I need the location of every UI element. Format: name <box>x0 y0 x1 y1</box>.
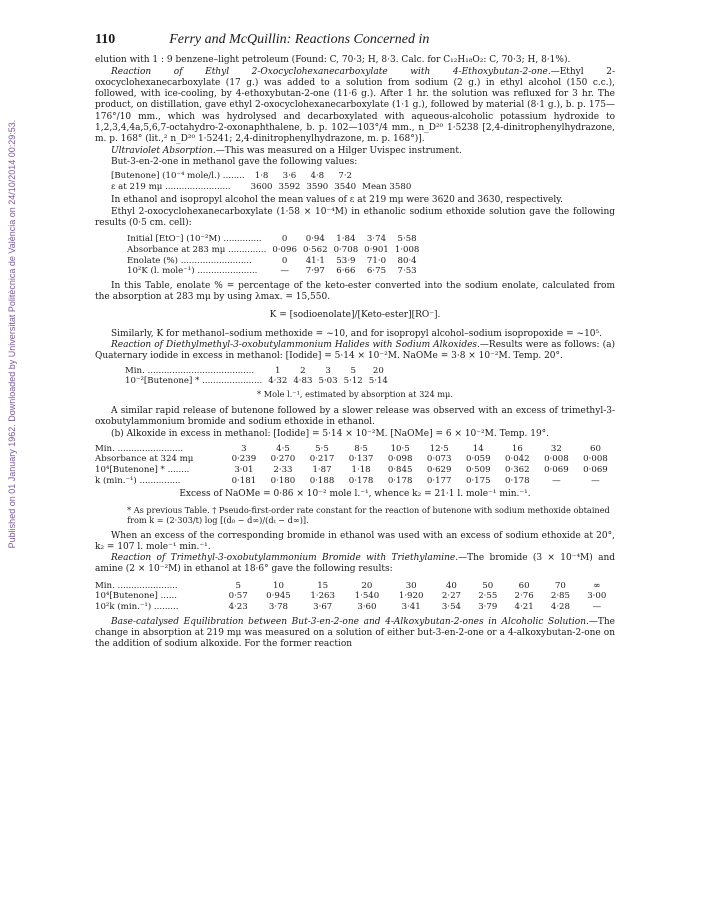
table-cell: 10 <box>272 580 284 591</box>
table-cell: 7·97 <box>305 266 325 277</box>
paragraph-enolate-def: In this Table, enolate % = percentage of the keto-ester converted into the sodium enolate, calculated from the absorption at 283 mμ by using λmax. = 15,550. <box>95 280 615 303</box>
table-row <box>95 591 615 602</box>
table-cell: 0·562 <box>302 244 328 255</box>
table-cell: 3·00 <box>587 591 607 602</box>
table-cell: 0·180 <box>270 475 296 486</box>
table-cell: 7·53 <box>397 266 417 277</box>
row-label: 10⁴[Butenone] * ........ <box>95 465 190 476</box>
table-cell: 3590 <box>306 181 329 192</box>
table-cell: 3600 <box>250 181 273 192</box>
paragraph-equilibration <box>95 617 615 651</box>
table-cell: 8·5 <box>354 443 368 454</box>
table-row <box>95 444 615 455</box>
section-title: Reaction of Ethyl 2-Oxocyclohexanecarboxylate with 4-Ethoxybutan-2-one. <box>111 66 551 77</box>
table-cell: 1·540 <box>354 591 380 602</box>
table-cell: 0·901 <box>364 244 389 255</box>
table-cell: 6·66 <box>336 266 356 277</box>
table-cell: 3·79 <box>478 601 498 612</box>
table-cell: 0·178 <box>348 475 374 486</box>
table-cell: 0·098 <box>387 454 413 465</box>
row-label: Min. ........................ <box>95 443 184 454</box>
table-cell: 0·069 <box>583 465 608 476</box>
paragraph-uv <box>95 146 615 157</box>
table-cell: 41·1 <box>305 255 325 266</box>
table-cell: 0·362 <box>505 465 530 476</box>
paragraph-reaction-ethyl <box>95 67 615 146</box>
section-body: —The change in absorption at 219 mμ was measured on a solution of either but-3-en-2-one or a 4-alkoxybutan-2-one on the addition of sodium alkoxide. For the former reaction <box>95 616 615 650</box>
table-cell: 30 <box>405 580 417 591</box>
table-cell: 3·54 <box>441 601 462 612</box>
table-cell: 0 <box>281 234 288 245</box>
table-row <box>95 476 615 487</box>
footnote-mole: * Mole l.⁻¹, estimated by absorption at 324 mμ. <box>257 388 453 399</box>
row-label: 10⁻²[Butenone] * ...................... <box>125 376 263 387</box>
table-cell: 20 <box>361 580 373 591</box>
table-cell: ∞ <box>593 580 601 591</box>
running-title: Ferry and McQuillin: Reactions Concerned in <box>169 32 430 47</box>
table-cell: 40 <box>445 580 457 591</box>
table-cell: 3540 <box>334 181 357 192</box>
table-cell: 3·41 <box>401 601 421 612</box>
table-cell: 0·845 <box>387 465 413 476</box>
row-label: 10²K (l. mole⁻¹) ...................... <box>127 266 258 277</box>
table-cell: 2·85 <box>550 591 570 602</box>
table-cell: 60 <box>589 443 601 454</box>
paragraph-elution: elution with 1 : 9 benzene–light petroleum (Found: C, 70·3; H, 8·3. Calc. for C₁₂H₁₈O₂: C, 70·3; H, 8·1%). <box>95 55 571 66</box>
table-enolate <box>127 234 422 276</box>
table-row <box>127 266 422 277</box>
table-cell: 71·0 <box>366 255 387 266</box>
equation-k: K = [sodioenolate]/[Keto-ester][RO⁻]. <box>269 310 441 321</box>
download-notice-text: Published on 01 January 1962. Downloaded by Universitat Politècnica de València on 24/10/2014 00:29:53. <box>7 119 17 549</box>
table-cell: 0·069 <box>544 465 569 476</box>
section-title: Reaction of Trimethyl-3-oxobutylammonium Bromide with Triethylamine. <box>111 553 459 564</box>
table-cell: 0·270 <box>270 454 296 465</box>
table-cell: 0·181 <box>231 475 257 486</box>
table-cell: 4·21 <box>514 601 534 612</box>
table-cell: 0 <box>281 255 288 266</box>
table-cell: 0·178 <box>387 475 413 486</box>
row-label: Min. ....................................... <box>125 365 255 376</box>
table-cell: 2·76 <box>514 591 534 602</box>
table-cell: 4·23 <box>228 601 248 612</box>
table-row <box>111 182 414 193</box>
table-cell: 70 <box>554 580 566 591</box>
table-cell <box>359 171 414 182</box>
row-label: Enolate (%) .......................... <box>127 255 252 266</box>
row-label: Absorbance at 283 mμ .............. <box>127 244 267 255</box>
table-cell: 0·239 <box>231 454 257 465</box>
table-cell: 4·8 <box>310 171 325 182</box>
table-cell: 5·5 <box>315 443 329 454</box>
footnote-pseudo-first-order: * As previous Table. † Pseudo-first-order rate constant for the reaction of butenone with sodium methoxide obtained from k = (2·303/t) log [(d₀ − d∞)/(dₜ − d∞)]. <box>127 504 610 525</box>
table-cell: 7·2 <box>338 171 353 182</box>
table-cell: 1·84 <box>336 234 356 245</box>
table-cell: 0·188 <box>309 475 335 486</box>
row-label: Absorbance at 324 mμ <box>95 454 194 465</box>
table-cell: 0·175 <box>465 475 491 486</box>
table-cell: 4·5 <box>276 443 290 454</box>
table-cell: 1·263 <box>310 591 335 602</box>
table-cell: 0·096 <box>272 244 297 255</box>
table-cell: 3·78 <box>268 601 289 612</box>
download-notice <box>6 95 18 575</box>
paragraph-butenone: But-3-en-2-one in methanol gave the following values: <box>111 156 358 167</box>
table-cell: 0·945 <box>266 591 291 602</box>
table-cell: 16 <box>511 443 523 454</box>
row-label: [Butenone] (10⁻⁴ mole/l.) ........ <box>111 171 245 182</box>
table-cell: 0·629 <box>426 465 452 476</box>
table-row <box>95 602 615 613</box>
section-title: Reaction of Diethylmethyl-3-oxobutylammonium Halides with Sodium Alkoxides. <box>111 339 480 350</box>
table-cell: 0·57 <box>228 591 248 602</box>
table-cell: 60 <box>518 580 530 591</box>
table-cell: 5·58 <box>397 234 417 245</box>
row-label: 10²k (min.⁻¹) ......... <box>95 601 179 612</box>
section-body: —This was measured on a Hilger Uvispec instrument. <box>215 145 462 156</box>
table-cell: 0·008 <box>583 454 608 465</box>
table-cell: 0·708 <box>333 244 359 255</box>
table-cell: 4·28 <box>550 601 570 612</box>
table-cell: 2·55 <box>478 591 498 602</box>
paragraph-reaction-diethyl <box>95 340 615 363</box>
table-cell: 3 <box>241 443 247 454</box>
table-cell: 2 <box>300 365 306 376</box>
table-cell: 53·9 <box>336 255 356 266</box>
table-cell: 5 <box>350 365 356 376</box>
paper-page <box>95 34 615 650</box>
table-alkoxide-excess <box>95 444 615 486</box>
table-row <box>125 376 391 387</box>
table-row <box>125 366 391 377</box>
table-cell: 3·60 <box>357 601 377 612</box>
table-row <box>95 465 615 476</box>
table-cell: 1·18 <box>351 465 371 476</box>
table-cell: 5·14 <box>368 376 388 387</box>
table-cell: 0·94 <box>305 234 325 245</box>
table-row <box>95 454 615 465</box>
table-cell: 4·83 <box>293 376 313 387</box>
paragraph-alkoxide-excess: (b) Alkoxide in excess in methanol: [Iodide] = 5·14 × 10⁻²M. [NaOMe] = 6 × 10⁻²M. Temp. 19°. <box>111 428 550 439</box>
row-label: ε at 219 mμ ........................ <box>111 181 231 192</box>
table-row <box>127 234 422 245</box>
table-cell: Mean 3580 <box>362 181 412 192</box>
table-cell: — <box>552 475 561 486</box>
paragraph-ethanol: In ethanol and isopropyl alcohol the mean values of ε at 219 mμ were 3620 and 3630, respectively. <box>111 195 563 206</box>
table-cell: 0·178 <box>505 475 530 486</box>
table-cell: 10·5 <box>390 443 410 454</box>
table-cell: 5·12 <box>343 376 363 387</box>
table-cell: 1·920 <box>398 591 424 602</box>
table-cell: 0·042 <box>505 454 530 465</box>
table-cell: 15 <box>317 580 329 591</box>
table-cell: 5 <box>235 580 241 591</box>
table-cell: 3·74 <box>366 234 387 245</box>
table-cell: 6·75 <box>366 266 387 277</box>
table-cell: — <box>592 601 602 612</box>
table-cell: 1·008 <box>394 244 420 255</box>
section-body: —Ethyl 2-oxocyclohexanecarboxylate (17 g.) was added to a solution from sodium (2 g.) in ethyl alcohol (150 c.c.), followed, with ice-cooling, by 4-ethoxybutan-2-one (11·6 g.). After 1 hr. the solution was refluxed for 3 hr. The product, on distillation, gave ethyl 2-oxocyclohexanecarboxylate (1·1 g.), followed by material (8·1 g.), b. p. 175—176°/10 mm., which was hydrolysed and decarboxylated with aqueous-alcoholic potassium hydroxide to 1,2,3,4,4a,5,6,7-octahydro-2-oxonaphthalene, b. p. 102—103°/4 mm., n_D²⁰ 1·5238 [2,4-dinitrophenylhydrazone, m. p. 168° (lit.,² n_D²⁰ 1·5241; 2,4-dinitrophenylhydrazone, m. p. 168°)]. <box>95 66 615 145</box>
table-cell: — <box>280 266 289 277</box>
section-body: —The bromide (3 × 10⁻⁴M) and amine (2 × 10⁻²M) in ethanol at 18·6° gave the following results: <box>95 553 616 575</box>
table-cell: 0·509 <box>465 465 491 476</box>
table-cell: 0·137 <box>348 454 374 465</box>
table-cell: 1·87 <box>312 465 332 476</box>
table-row <box>111 171 414 182</box>
table-cell: 3·6 <box>282 171 297 182</box>
table-cell: 12·5 <box>429 443 449 454</box>
row-label: Initial [EtO⁻] (10⁻²M) .............. <box>127 234 262 245</box>
table-cell: 5·03 <box>318 376 338 387</box>
paragraph-similarly: Similarly, K for methanol–sodium methoxide = ~10, and for isopropyl alcohol–sodium isopropoxide = ~10⁵. <box>111 328 602 339</box>
table-cell: 3·01 <box>234 465 254 476</box>
paragraph-trimethyl <box>95 553 615 576</box>
line-excess-naome: Excess of NaOMe = 0·86 × 10⁻² mole l.⁻¹, whence k₂ = 21·1 l. mole⁻¹ min.⁻¹. <box>179 489 531 500</box>
table-cell: 0·008 <box>544 454 569 465</box>
table-row <box>95 581 615 592</box>
table-cell: 3 <box>325 365 331 376</box>
table-iodide-excess <box>125 366 391 387</box>
table-cell: 50 <box>482 580 494 591</box>
table-cell: 32 <box>550 443 562 454</box>
table-cell: 1·8 <box>254 171 269 182</box>
paragraph-ethyl-oxo: Ethyl 2-oxocyclohexanecarboxylate (1·58 × 10⁻⁴M) in ethanolic sodium ethoxide solution gave the following results (0·5 cm. cell): <box>95 206 615 229</box>
table-cell: 1 <box>275 365 281 376</box>
page-number: 110 <box>95 32 116 47</box>
table-cell: 80·4 <box>397 255 417 266</box>
table-row <box>127 256 422 267</box>
table-row <box>127 245 422 256</box>
row-label: 10⁴[Butenone] ...... <box>95 591 177 602</box>
table-cell: — <box>591 475 600 486</box>
table-cell: 4·32 <box>268 376 288 387</box>
row-label: k (min.⁻¹) ............... <box>95 475 181 486</box>
table-cell: 0·073 <box>426 454 452 465</box>
paragraph-bromide: When an excess of the corresponding bromide in ethanol was used with an excess of sodium ethoxide at 20°, k₂ = 107 l. mole⁻¹ min.⁻¹. <box>95 530 615 552</box>
page-header <box>95 34 615 45</box>
table-cell: 2·33 <box>273 465 293 476</box>
table-cell: 2·27 <box>441 591 462 602</box>
table-cell: 14 <box>472 443 484 454</box>
table-cell: 3·67 <box>313 601 333 612</box>
table-cell: 0·059 <box>465 454 491 465</box>
paragraph-similar-release: A similar rapid release of butenone followed by a slower release was observed with an excess of trimethyl-3-oxobutylammonium bromide and sodium ethoxide in ethanol. <box>95 405 615 428</box>
table-cell: 20 <box>372 365 384 376</box>
table-cell: 0·217 <box>309 454 335 465</box>
section-body: —Results were as follows: (a) Quaternary iodide in excess in methanol: [Iodide] = 5·14 × 10⁻²M. NaOMe = 3·8 × 10⁻²M. Temp. 20°. <box>95 339 615 362</box>
table-cell: 0·177 <box>426 475 452 486</box>
section-title: Ultraviolet Absorption. <box>111 145 216 156</box>
table-triethylamine <box>95 581 615 613</box>
table-cell: 3592 <box>278 181 301 192</box>
table-butenone-epsilon <box>111 171 414 192</box>
section-title: Base-catalysed Equilibration between But-3-en-2-one and 4-Alkoxybutan-2-ones in Alcoholic Solution. <box>111 616 589 627</box>
row-label: Min. ...................... <box>95 580 178 591</box>
